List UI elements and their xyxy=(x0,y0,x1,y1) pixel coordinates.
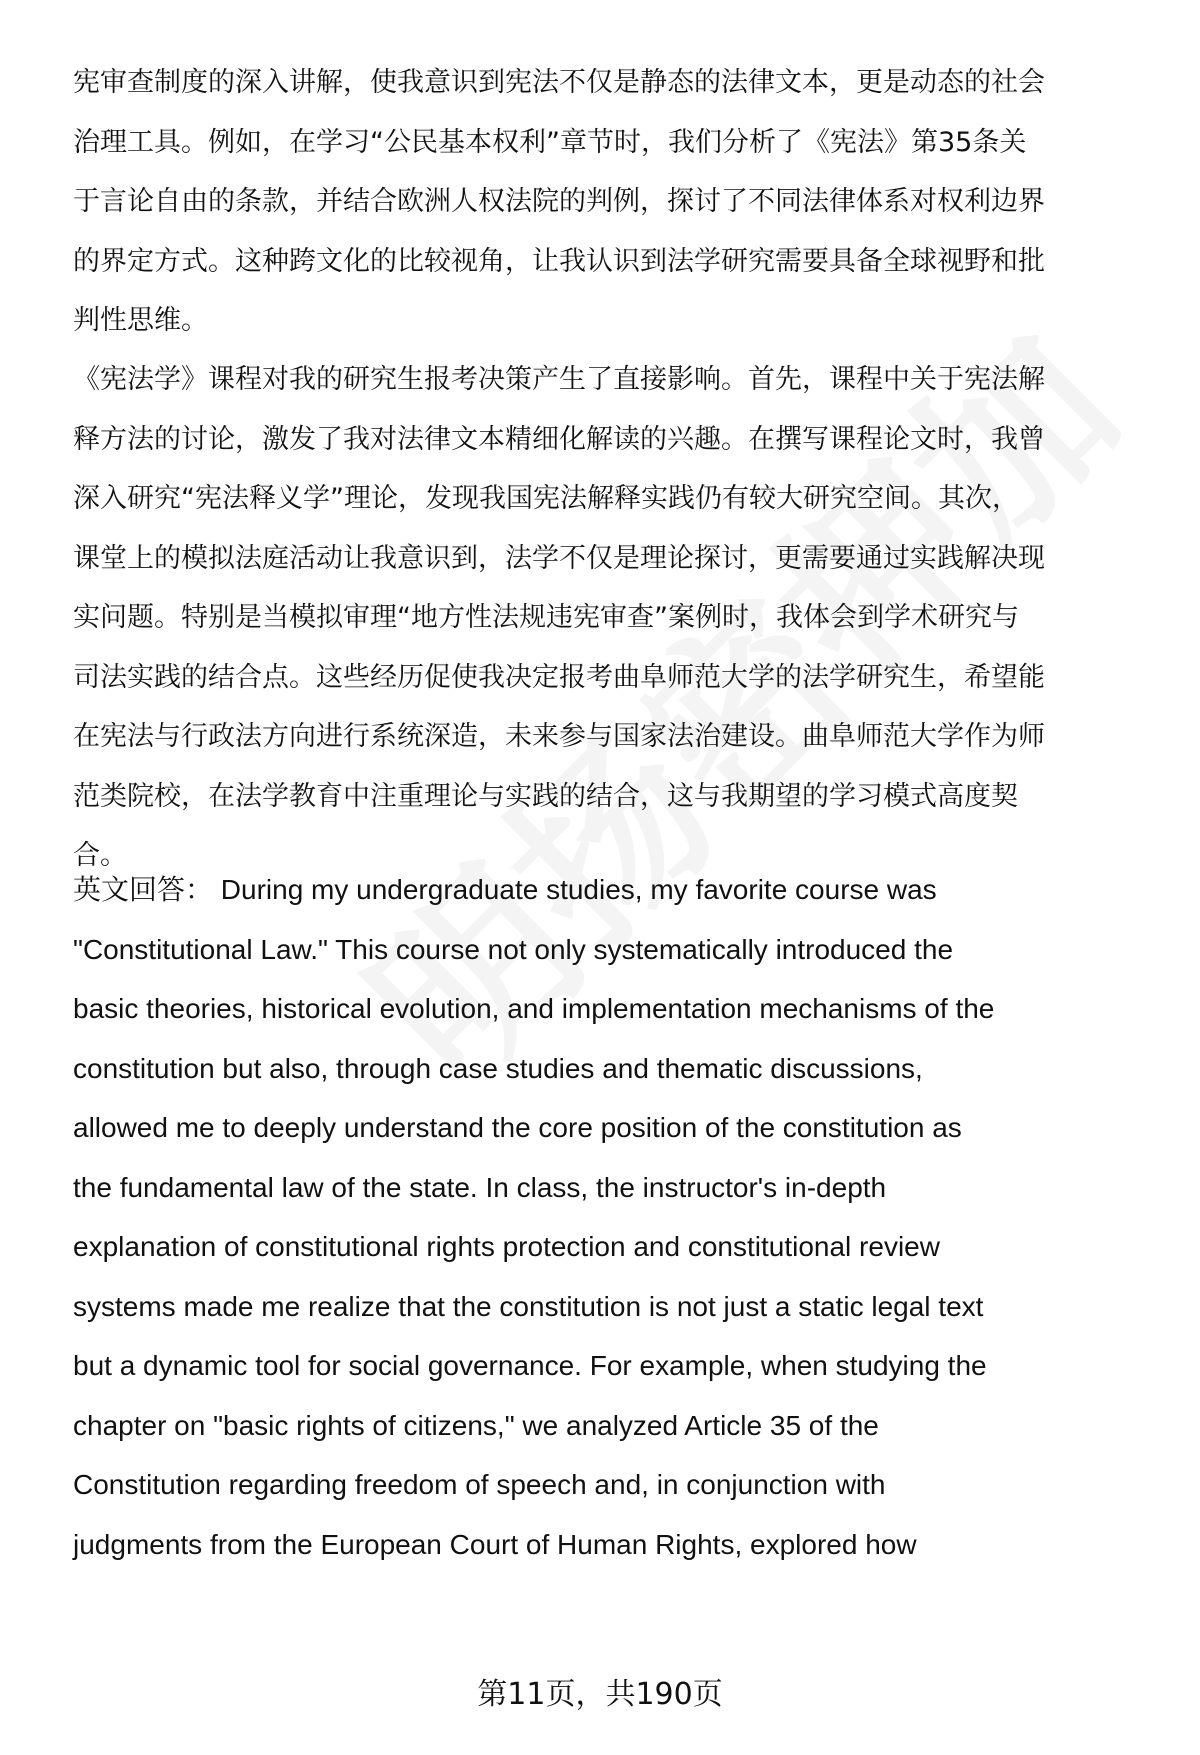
text-line: 的界定方式。这种跨文化的比较视角，让我认识到法学研究需要具备全球视野和批 xyxy=(73,245,1045,277)
text-line: chapter on "basic rights of citizens," we analyzed Article 35 of the xyxy=(73,1409,879,1441)
text-line: 判性思维。 xyxy=(73,305,208,336)
text-line: 于言论自由的条款，并结合欧洲人权法院的判例，探讨了不同法律体系对权利边界 xyxy=(73,186,1045,217)
text-line: basic theories, historical evolution, and implementation mechanisms of the xyxy=(73,993,995,1024)
text-line: allowed me to deeply understand the core position of the constitution as xyxy=(73,1112,962,1143)
text-line: the fundamental law of the state. In class, the instructor's in-depth xyxy=(73,1171,887,1203)
text-line: 在宪法与行政法方向进行系统深造，未来参与国家法治建设。曲阜师范大学作为师 xyxy=(73,721,1045,752)
text-line: 英文回答： During my undergraduate studies, my favorite course was xyxy=(73,874,937,905)
text-line: 释方法的讨论，激发了我对法律文本精细化解读的兴趣。在撰写课程论文时，我曾 xyxy=(73,423,1045,455)
text-line: 治理工具。例如，在学习“公民基本权利”章节时，我们分析了《宪法》第35条关 xyxy=(73,126,1027,158)
text-line: explanation of constitutional rights protection and constitutional review xyxy=(73,1231,940,1262)
text-line: 深入研究“宪法释义学”理论，发现我国宪法解释实践仍有较大研究空间。其次， xyxy=(73,483,1019,514)
text-line: 合。 xyxy=(73,840,127,871)
text-line: judgments from the European Court of Human Rights, explored how xyxy=(73,1528,917,1560)
paragraph-constitutional-review xyxy=(73,53,1163,351)
paragraph-graduate-decision xyxy=(73,350,1163,886)
paragraph-english-answer xyxy=(73,860,1163,1574)
text-line: 司法实践的结合点。这些经历促使我决定报考曲阜师范大学的法学研究生，希望能 xyxy=(73,661,1045,693)
text-line: 宪审查制度的深入讲解，使我意识到宪法不仅是静态的法律文本，更是动态的社会 xyxy=(73,67,1045,98)
text-line: 实问题。特别是当模拟审理“地方性法规违宪审查”案例时，我体会到学术研究与 xyxy=(73,602,1019,633)
text-line: "Constitutional Law." This course not only systematically introduced the xyxy=(73,933,954,965)
text-line: Constitution regarding freedom of speech and, in conjunction with xyxy=(73,1469,886,1500)
text-line: 范类院校，在法学教育中注重理论与实践的结合，这与我期望的学习模式高度契 xyxy=(73,780,1018,812)
text-line: systems made me realize that the constitution is not just a static legal text xyxy=(73,1290,984,1322)
text-line: 课堂上的模拟法庭活动让我意识到，法学不仅是理论探讨，更需要通过实践解决现 xyxy=(73,542,1045,574)
page-number-footer: 第11页，共190页 xyxy=(477,1677,723,1712)
text-line: but a dynamic tool for social governance. For example, when studying the xyxy=(73,1350,987,1381)
text-line: constitution but also, through case studies and thematic discussions, xyxy=(73,1052,923,1084)
text-line: 《宪法学》课程对我的研究生报考决策产生了直接影响。首先，课程中关于宪法解 xyxy=(73,364,1045,395)
